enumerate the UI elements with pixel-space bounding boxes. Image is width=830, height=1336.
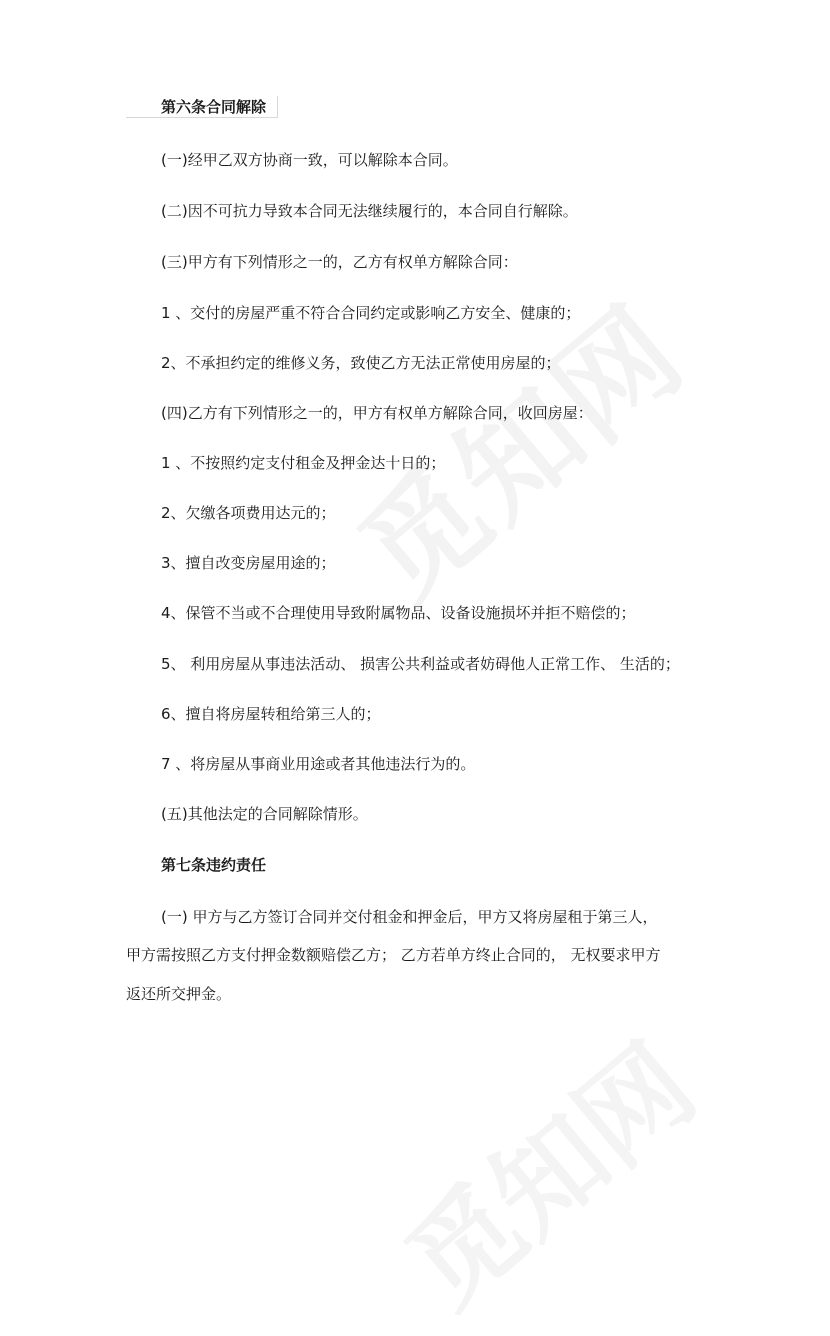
- article-6-clause-3: (三)甲方有下列情形之一的，乙方有权单方解除合同：: [161, 253, 518, 271]
- list-item: 5、 利用房屋从事违法活动、 损害公共利益或者妨碍他人正常工作、 生活的；: [161, 655, 680, 673]
- watermark: [368, 1002, 722, 1335]
- table-border-line: [126, 117, 278, 118]
- article-7-clause-1-line: (一) 甲方与乙方签订合同并交付租金和押金后，甲方又将房屋租于第三人，: [161, 908, 658, 926]
- article-6-clause-1: (一)经甲乙双方协商一致，可以解除本合同。: [161, 151, 458, 169]
- list-item: 4、保管不当或不合理使用导致附属物品、设备设施损坏并拒不赔偿的；: [161, 604, 636, 622]
- list-item: 2、欠缴各项费用达元的；: [161, 504, 336, 522]
- article-6-heading: 第六条合同解除: [161, 98, 267, 116]
- article-7-heading: 第七条违约责任: [161, 856, 267, 874]
- article-7-clause-1-line: 甲方需按照乙方支付押金数额赔偿乙方； 乙方若单方终止合同的， 无权要求甲方: [126, 946, 661, 964]
- article-6-clause-2: (二)因不可抗力导致本合同无法继续履行的，本合同自行解除。: [161, 202, 578, 220]
- list-item: 2、不承担约定的维修义务，致使乙方无法正常使用房屋的；: [161, 354, 561, 372]
- list-item: 1 、交付的房屋严重不符合合同约定或影响乙方安全、健康的；: [161, 304, 581, 322]
- article-6-clause-4: (四)乙方有下列情形之一的，甲方有权单方解除合同，收回房屋：: [161, 404, 593, 422]
- table-border-line: [277, 96, 278, 117]
- article-6-clause-5: (五)其他法定的合同解除情形。: [161, 805, 368, 823]
- article-7-clause-1-line: 返还所交押金。: [126, 985, 232, 1003]
- list-item: 3、擅自改变房屋用途的；: [161, 554, 336, 572]
- list-item: 1 、不按照约定支付租金及押金达十日的；: [161, 454, 446, 472]
- list-item: 7 、将房屋从事商业用途或者其他违法行为的。: [161, 755, 476, 773]
- list-item: 6、擅自将房屋转租给第三人的；: [161, 705, 381, 723]
